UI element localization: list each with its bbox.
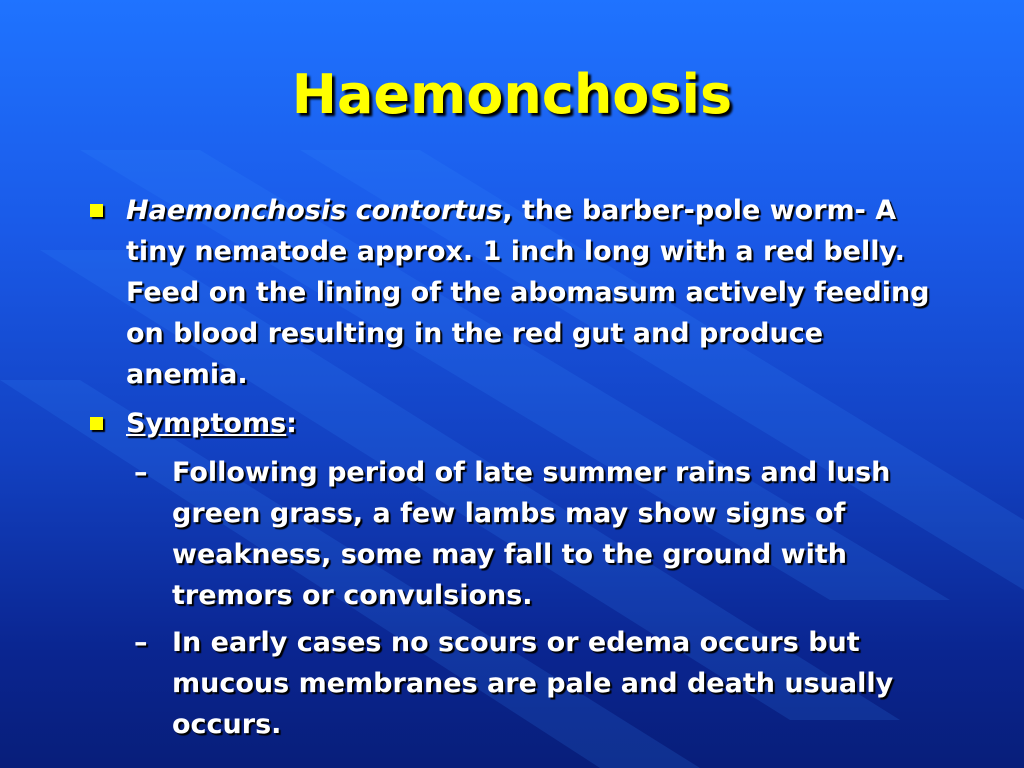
sub-item-symptom-2 bbox=[88, 622, 948, 745]
slide-content bbox=[88, 190, 948, 751]
species-name: Haemonchosis contortus bbox=[126, 195, 503, 226]
description-text: , the barber-pole worm- A tiny nematode approx. 1 inch long with a red belly. Feed on the lining of the abomasum actively feeding on blood resulting in the red gut and produce anemia. bbox=[126, 195, 930, 390]
square-bullet-icon bbox=[90, 204, 103, 217]
square-bullet-icon bbox=[90, 417, 103, 430]
bullet-item-description bbox=[88, 190, 948, 395]
sub-item-symptom-1 bbox=[88, 452, 948, 616]
dash-bullet-icon: – bbox=[134, 457, 148, 488]
dash-bullet-icon: – bbox=[134, 627, 148, 658]
bullet-item-symptoms bbox=[88, 403, 948, 444]
sub-item-text: In early cases no scours or edema occurs but mucous membranes are pale and death usually occurs. bbox=[172, 627, 894, 740]
symptoms-label: Symptoms bbox=[126, 408, 287, 439]
symptoms-colon: : bbox=[286, 408, 297, 439]
slide-title: Haemonchosis bbox=[291, 63, 733, 126]
sub-item-text: Following period of late summer rains and lush green grass, a few lambs may show signs of weakness, some may fall to the ground with tremors or convulsions. bbox=[172, 457, 891, 611]
